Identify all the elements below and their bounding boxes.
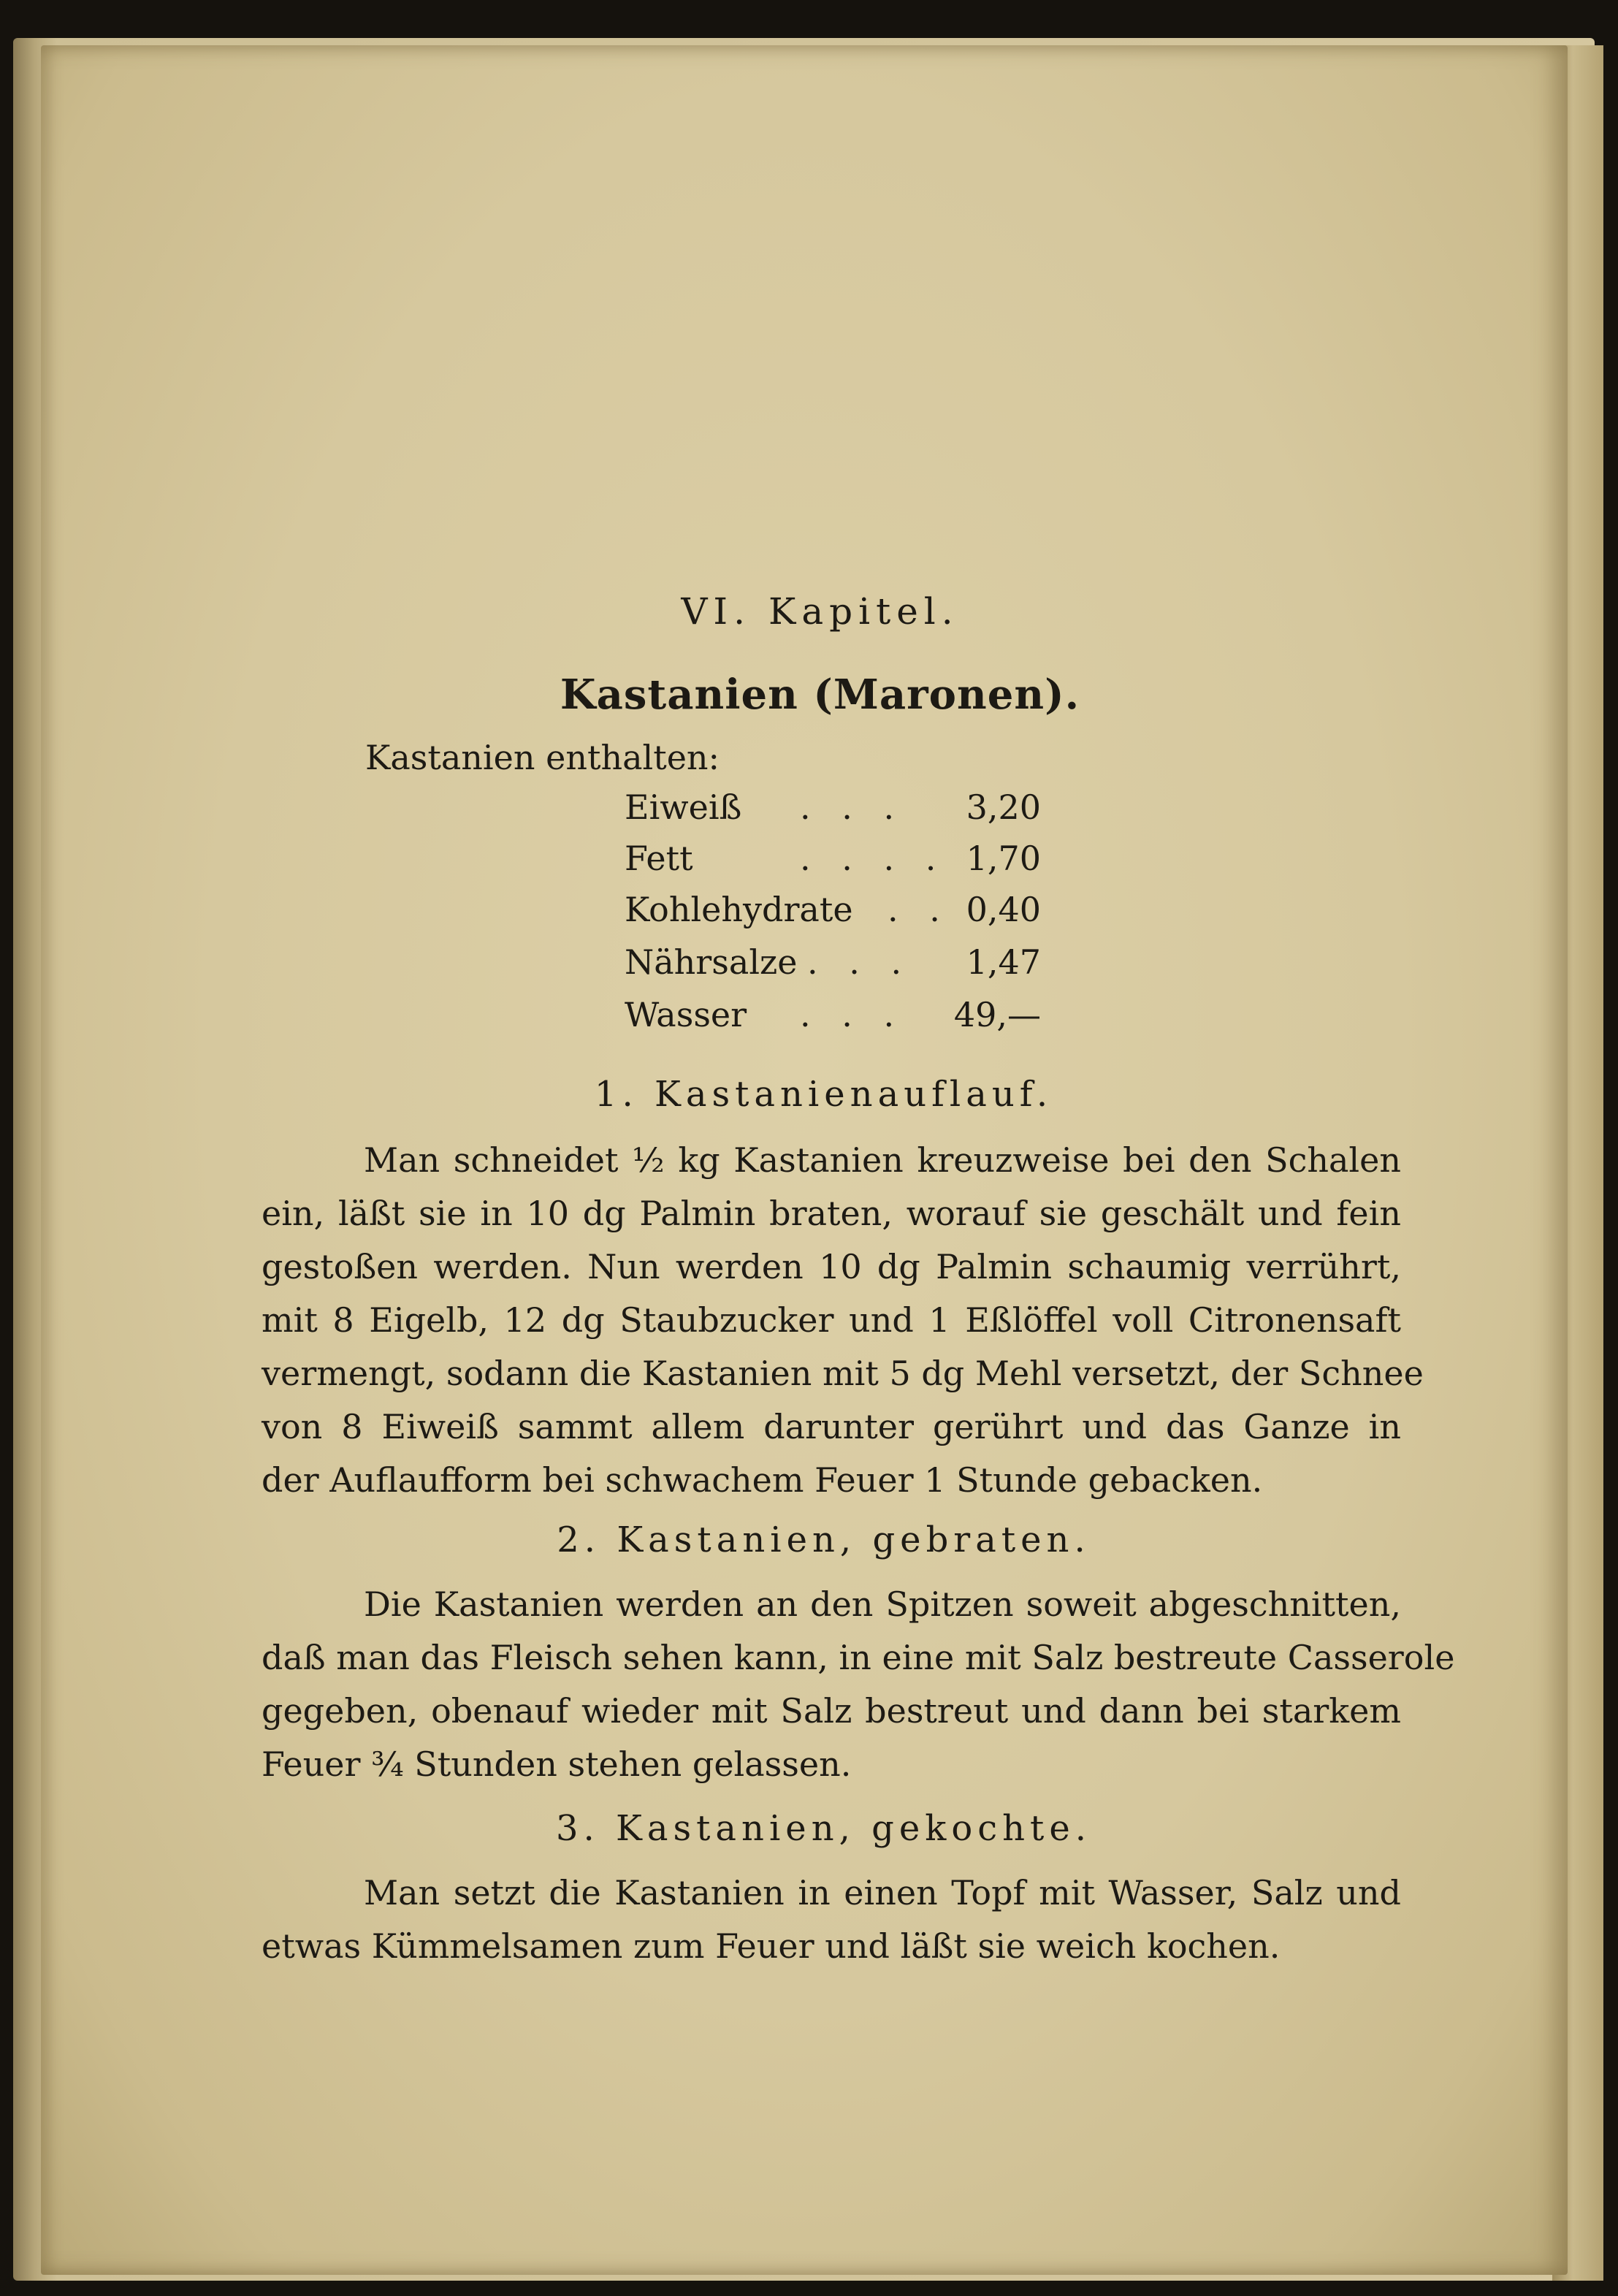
nutrient-value: 0,40 <box>966 890 1041 929</box>
nutrient-value: 3,20 <box>966 787 1041 827</box>
text-line: daß man das Fleisch sehen kann, in eine mit Salz bestreute Casserole <box>262 1638 1455 1677</box>
chapter-heading: VI. Kapitel. <box>681 590 959 633</box>
text-line: etwas Kümmelsamen zum Feuer und läßt sie weich kochen. <box>262 1926 1281 1966</box>
section-title: 1. Kastanienauflauf. <box>594 1074 1053 1115</box>
nutrient-label: Eiweiß <box>625 787 742 827</box>
section-paragraph <box>262 1578 1455 1791</box>
nutrient-dots: . . . . <box>800 839 947 878</box>
intro-text: Kastanien enthalten: <box>365 738 720 777</box>
nutrient-label: Nährsalze <box>625 942 798 982</box>
text-line: vermengt, sodann die Kastanien mit 5 dg Mehl versetzt, der Schnee <box>262 1354 1424 1393</box>
text-line: Man setzt die Kastanien in einen Topf mit Wasser, Salz und <box>364 1873 1401 1912</box>
section-title: 3. Kastanien, gekochte. <box>555 1808 1092 1849</box>
text-line: mit 8 Eigelb, 12 dg Staubzucker und 1 Eßlöffel voll Citronensaft <box>262 1300 1401 1340</box>
nutrient-value: 1,47 <box>966 942 1041 982</box>
page-title: Kastanien (Maronen). <box>560 671 1080 719</box>
section-title: 2. Kastanien, gebraten. <box>557 1519 1091 1560</box>
nutrient-label: Fett <box>625 839 693 878</box>
text-line: gegeben, obenauf wieder mit Salz bestreut und dann bei starkem <box>262 1691 1401 1731</box>
text-line: Die Kastanien werden an den Spitzen soweit abgeschnitten, <box>364 1584 1401 1624</box>
text-line: der Auflaufform bei schwachem Feuer 1 Stunde gebacken. <box>262 1460 1263 1500</box>
text-line: ein, läßt sie in 10 dg Palmin braten, worauf sie geschält und fein <box>262 1194 1401 1233</box>
nutrient-dots: . . . <box>800 787 905 827</box>
text-line: von 8 Eiweiß sammt allem darunter gerührt und das Ganze in <box>262 1407 1401 1446</box>
nutrient-dots: . . <box>888 890 950 929</box>
text-line: gestoßen werden. Nun werden 10 dg Palmin schaumig verrührt, <box>262 1247 1401 1286</box>
nutrient-dots: . . . <box>800 995 905 1034</box>
nutrient-value: 49,— <box>953 995 1041 1034</box>
nutrient-value: 1,70 <box>966 839 1041 878</box>
text-line: Man schneidet ½ kg Kastanien kreuzweise bei den Schalen <box>364 1140 1401 1180</box>
section-paragraph <box>262 1134 1424 1507</box>
text-line: Feuer ¾ Stunden stehen gelassen. <box>262 1744 852 1784</box>
nutrient-label: Wasser <box>625 995 747 1034</box>
nutrient-label: Kohlehydrate <box>625 890 853 929</box>
nutrient-dots: . . . <box>807 942 912 982</box>
section-paragraph <box>262 1866 1401 1973</box>
